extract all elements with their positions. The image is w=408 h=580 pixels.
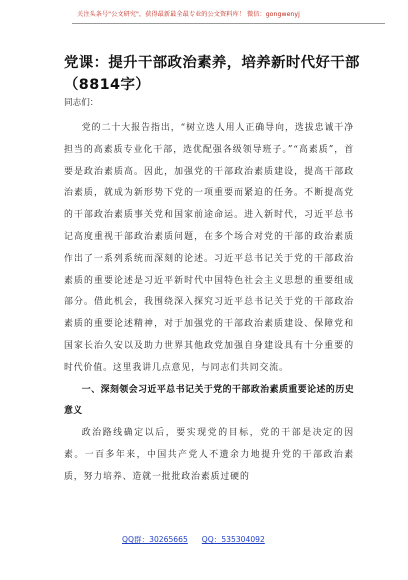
document-title: 党课：提升干部政治素养，培养新时代好干部（8814字） xyxy=(64,55,360,93)
body-paragraph: 政治路线确定以后，要实现党的目标，党的干部是决定的因素。一百多年来，中国共产党人不遗余力地提升党的干部政治素质，努力培养、造就一批批政治素质过硬的 xyxy=(64,428,354,482)
qq-group-link[interactable]: QQ群：30265665 xyxy=(122,535,188,544)
greeting: 同志们： xyxy=(64,98,99,108)
document-body xyxy=(64,118,354,489)
header-divider xyxy=(72,23,385,24)
section-heading: 一、深刻领会习近平总书记关于党的干部政治素质重要论述的历史意义 xyxy=(64,384,354,417)
header-banner: 关注头条号"公文研究"，获得最新最全最专业的公文资料库！ 微信：gongwenyj xyxy=(77,11,300,18)
body-paragraph: 党的二十大报告指出，“树立选人用人正确导向，选拔忠诚干净担当的高素质专业化干部，选优配强各级领导班子。”“高素质”，首要是政治素质高。因此，加强党的干部政治素质建设，提高干部政治素质，就成为新形势下党的一项重要而紧迫的任务。不断提高党的干部政治素质事关党和国家前途命运。进入新时代，习近平总书记高度重视干部政治素质问题，在多个场合对党的干部的政治素质作出了一系列系统而深刻的论述。习近平总书记关于党的干部政治素质的重要论述是习近平新时代中国特色社会主义思想的重要组成部分。借此机会，我围绕深入探究习近平总书记关于党的干部政治素质的重要论述精神，对于加强党的干部政治素质建设、保障党和国家长治久安以及助力世界其他政党加强自身建设具有十分重要的时代价值。这里我讲几点意见，与同志们共同交流。 xyxy=(64,123,354,373)
qq-link[interactable]: QQ：535304092 xyxy=(201,535,265,544)
footer-contact xyxy=(122,534,265,546)
